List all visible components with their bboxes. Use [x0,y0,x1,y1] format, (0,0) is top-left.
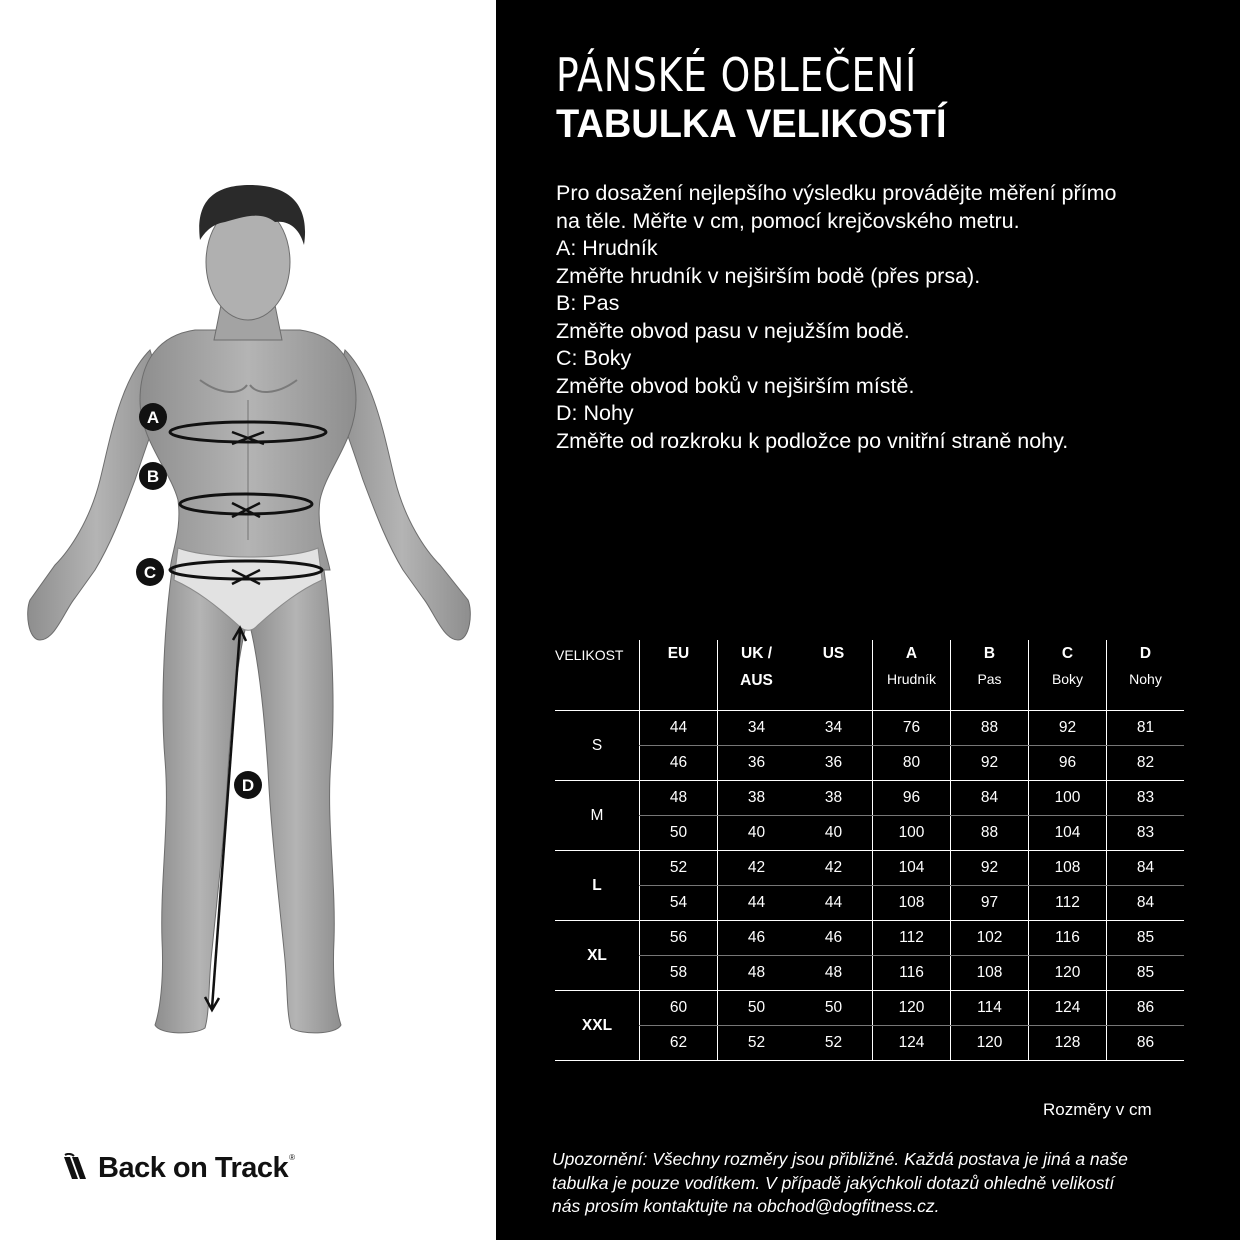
table-cell: 116 [1029,921,1107,956]
table-cell: 80 [873,746,951,781]
body-figure-illustration [0,0,496,1240]
table-row [555,886,1184,921]
instruction-d-title: D: Nohy [556,401,634,425]
table-cell: 85 [1107,921,1185,956]
table-row [555,816,1184,851]
table-row [555,991,1184,1026]
info-panel [496,0,1240,1240]
header-velikost: VELIKOST [555,640,640,711]
header-eu: EU [640,640,718,711]
units-note: Rozměry v cm [1043,1100,1152,1119]
table-cell: 124 [873,1026,951,1061]
table-cell: 120 [951,1026,1029,1061]
table-cell: 36 [795,746,873,781]
table-cell: 82 [1107,746,1185,781]
table-cell: 62 [640,1026,718,1061]
table-cell: 128 [1029,1026,1107,1061]
table-cell: 48 [795,956,873,991]
header-c: C Boky [1029,640,1107,711]
table-row [555,921,1184,956]
table-row [555,711,1184,746]
table-cell: 50 [640,816,718,851]
page-title: TABULKA VELIKOSTÍ [556,102,947,146]
table-cell: 40 [718,816,796,851]
table-cell: 85 [1107,956,1185,991]
table-cell: 102 [951,921,1029,956]
header-b: B Pas [951,640,1029,711]
table-cell: 112 [873,921,951,956]
table-cell: 86 [1107,991,1185,1026]
table-cell: 38 [795,781,873,816]
table-cell: 112 [1029,886,1107,921]
table-cell: 58 [640,956,718,991]
table-cell: 120 [873,991,951,1026]
brand-logo [62,1150,295,1186]
disclaimer-note [552,1148,1172,1219]
instruction-c-title: C: Boky [556,346,632,370]
instruction-b-text: Změřte obvod pasu v nejužším bodě. [556,318,910,343]
table-cell: 108 [951,956,1029,991]
table-cell: 36 [718,746,796,781]
table-cell: 88 [951,711,1029,746]
table-cell: 84 [1107,886,1185,921]
table-cell: 84 [951,781,1029,816]
svg-text:D: D [241,776,255,795]
table-cell: 100 [873,816,951,851]
size-label: S [555,711,640,781]
table-cell: 52 [718,1026,796,1061]
table-cell: 48 [718,956,796,991]
table-cell: 124 [1029,991,1107,1026]
table-cell: 48 [640,781,718,816]
table-cell: 50 [718,991,796,1026]
table-cell: 34 [718,711,796,746]
table-cell: 104 [873,851,951,886]
table-cell: 44 [718,886,796,921]
table-row [555,781,1184,816]
header-us: US [795,640,873,711]
intro-line-1: Pro dosažení nejlepšího výsledku provádějte měření přímo [556,181,1117,205]
table-cell: 42 [795,851,873,886]
table-cell: 96 [873,781,951,816]
table-cell: 52 [640,851,718,886]
table-cell: 86 [1107,1026,1185,1061]
table-cell: 83 [1107,781,1185,816]
table-cell: 52 [795,1026,873,1061]
table-cell: 96 [1029,746,1107,781]
table-cell: 92 [1029,711,1107,746]
table-row [555,1026,1184,1061]
table-cell: 108 [873,886,951,921]
svg-text:B: B [146,467,160,486]
instruction-c-text: Změřte obvod boků v nejširším místě. [556,373,915,398]
instruction-d-text: Změřte od rozkroku k podložce po vnitřní straně nohy. [556,428,1069,453]
table-cell: 46 [718,921,796,956]
table-cell: 116 [873,956,951,991]
table-cell: 38 [718,781,796,816]
table-cell: 56 [640,921,718,956]
instruction-a-text: Změřte hrudník v nejširším bodě (přes prsa). [556,263,981,288]
table-cell: 100 [1029,781,1107,816]
disclaimer-line-2: tabulka je pouze vodítkem. V případě jakýchkoli dotazů ohledně velikostí [552,1172,1115,1193]
svg-text:C: C [143,563,157,582]
table-cell: 50 [795,991,873,1026]
table-row [555,746,1184,781]
intro-line-2: na těle. Měřte v cm, pomocí krejčovského metru. [556,208,1020,233]
table-cell: 120 [1029,956,1107,991]
table-cell: 84 [1107,851,1185,886]
instruction-b-title: B: Pas [556,291,620,315]
page-title-category: PÁNSKÉ OBLEČENÍ [556,48,918,102]
figure-panel [0,0,496,1240]
table-row [555,956,1184,991]
table-cell: 92 [951,746,1029,781]
brand-logo-text: Back on Track [98,1151,289,1184]
size-label: M [555,781,640,851]
table-cell: 114 [951,991,1029,1026]
table-cell: 83 [1107,816,1185,851]
table-cell: 81 [1107,711,1185,746]
marker-a [139,403,167,431]
horse-logo-icon [62,1153,96,1183]
table-cell: 46 [795,921,873,956]
registered-mark: ® [289,1153,296,1162]
size-table-body [555,711,1184,1061]
table-cell: 97 [951,886,1029,921]
table-cell: 60 [640,991,718,1026]
table-cell: 34 [795,711,873,746]
disclaimer-line-1: Upozornění: Všechny rozměry jsou přibližné. Každá postava je jiná a naše [552,1149,1128,1169]
header-a: A Hrudník [873,640,951,711]
measurement-instructions [556,180,1196,455]
header-d: D Nohy [1107,640,1185,711]
size-label: XXL [555,991,640,1061]
marker-b [139,462,167,490]
table-cell: 40 [795,816,873,851]
instruction-a-title: A: Hrudník [556,236,658,260]
table-cell: 46 [640,746,718,781]
table-cell: 104 [1029,816,1107,851]
size-label: L [555,851,640,921]
size-label: XL [555,921,640,991]
table-cell: 44 [795,886,873,921]
marker-d [234,771,262,799]
table-cell: 42 [718,851,796,886]
table-cell: 92 [951,851,1029,886]
table-row [555,851,1184,886]
size-table-header [555,640,1184,711]
marker-c [136,558,164,586]
table-cell: 108 [1029,851,1107,886]
header-uk-aus: UK / AUS [718,640,796,711]
svg-text:A: A [146,408,160,427]
table-cell: 88 [951,816,1029,851]
size-table [555,640,1184,1061]
table-cell: 44 [640,711,718,746]
table-cell: 54 [640,886,718,921]
disclaimer-line-3: nás prosím kontaktujte na obchod@dogfitness.cz. [552,1196,940,1216]
table-cell: 76 [873,711,951,746]
